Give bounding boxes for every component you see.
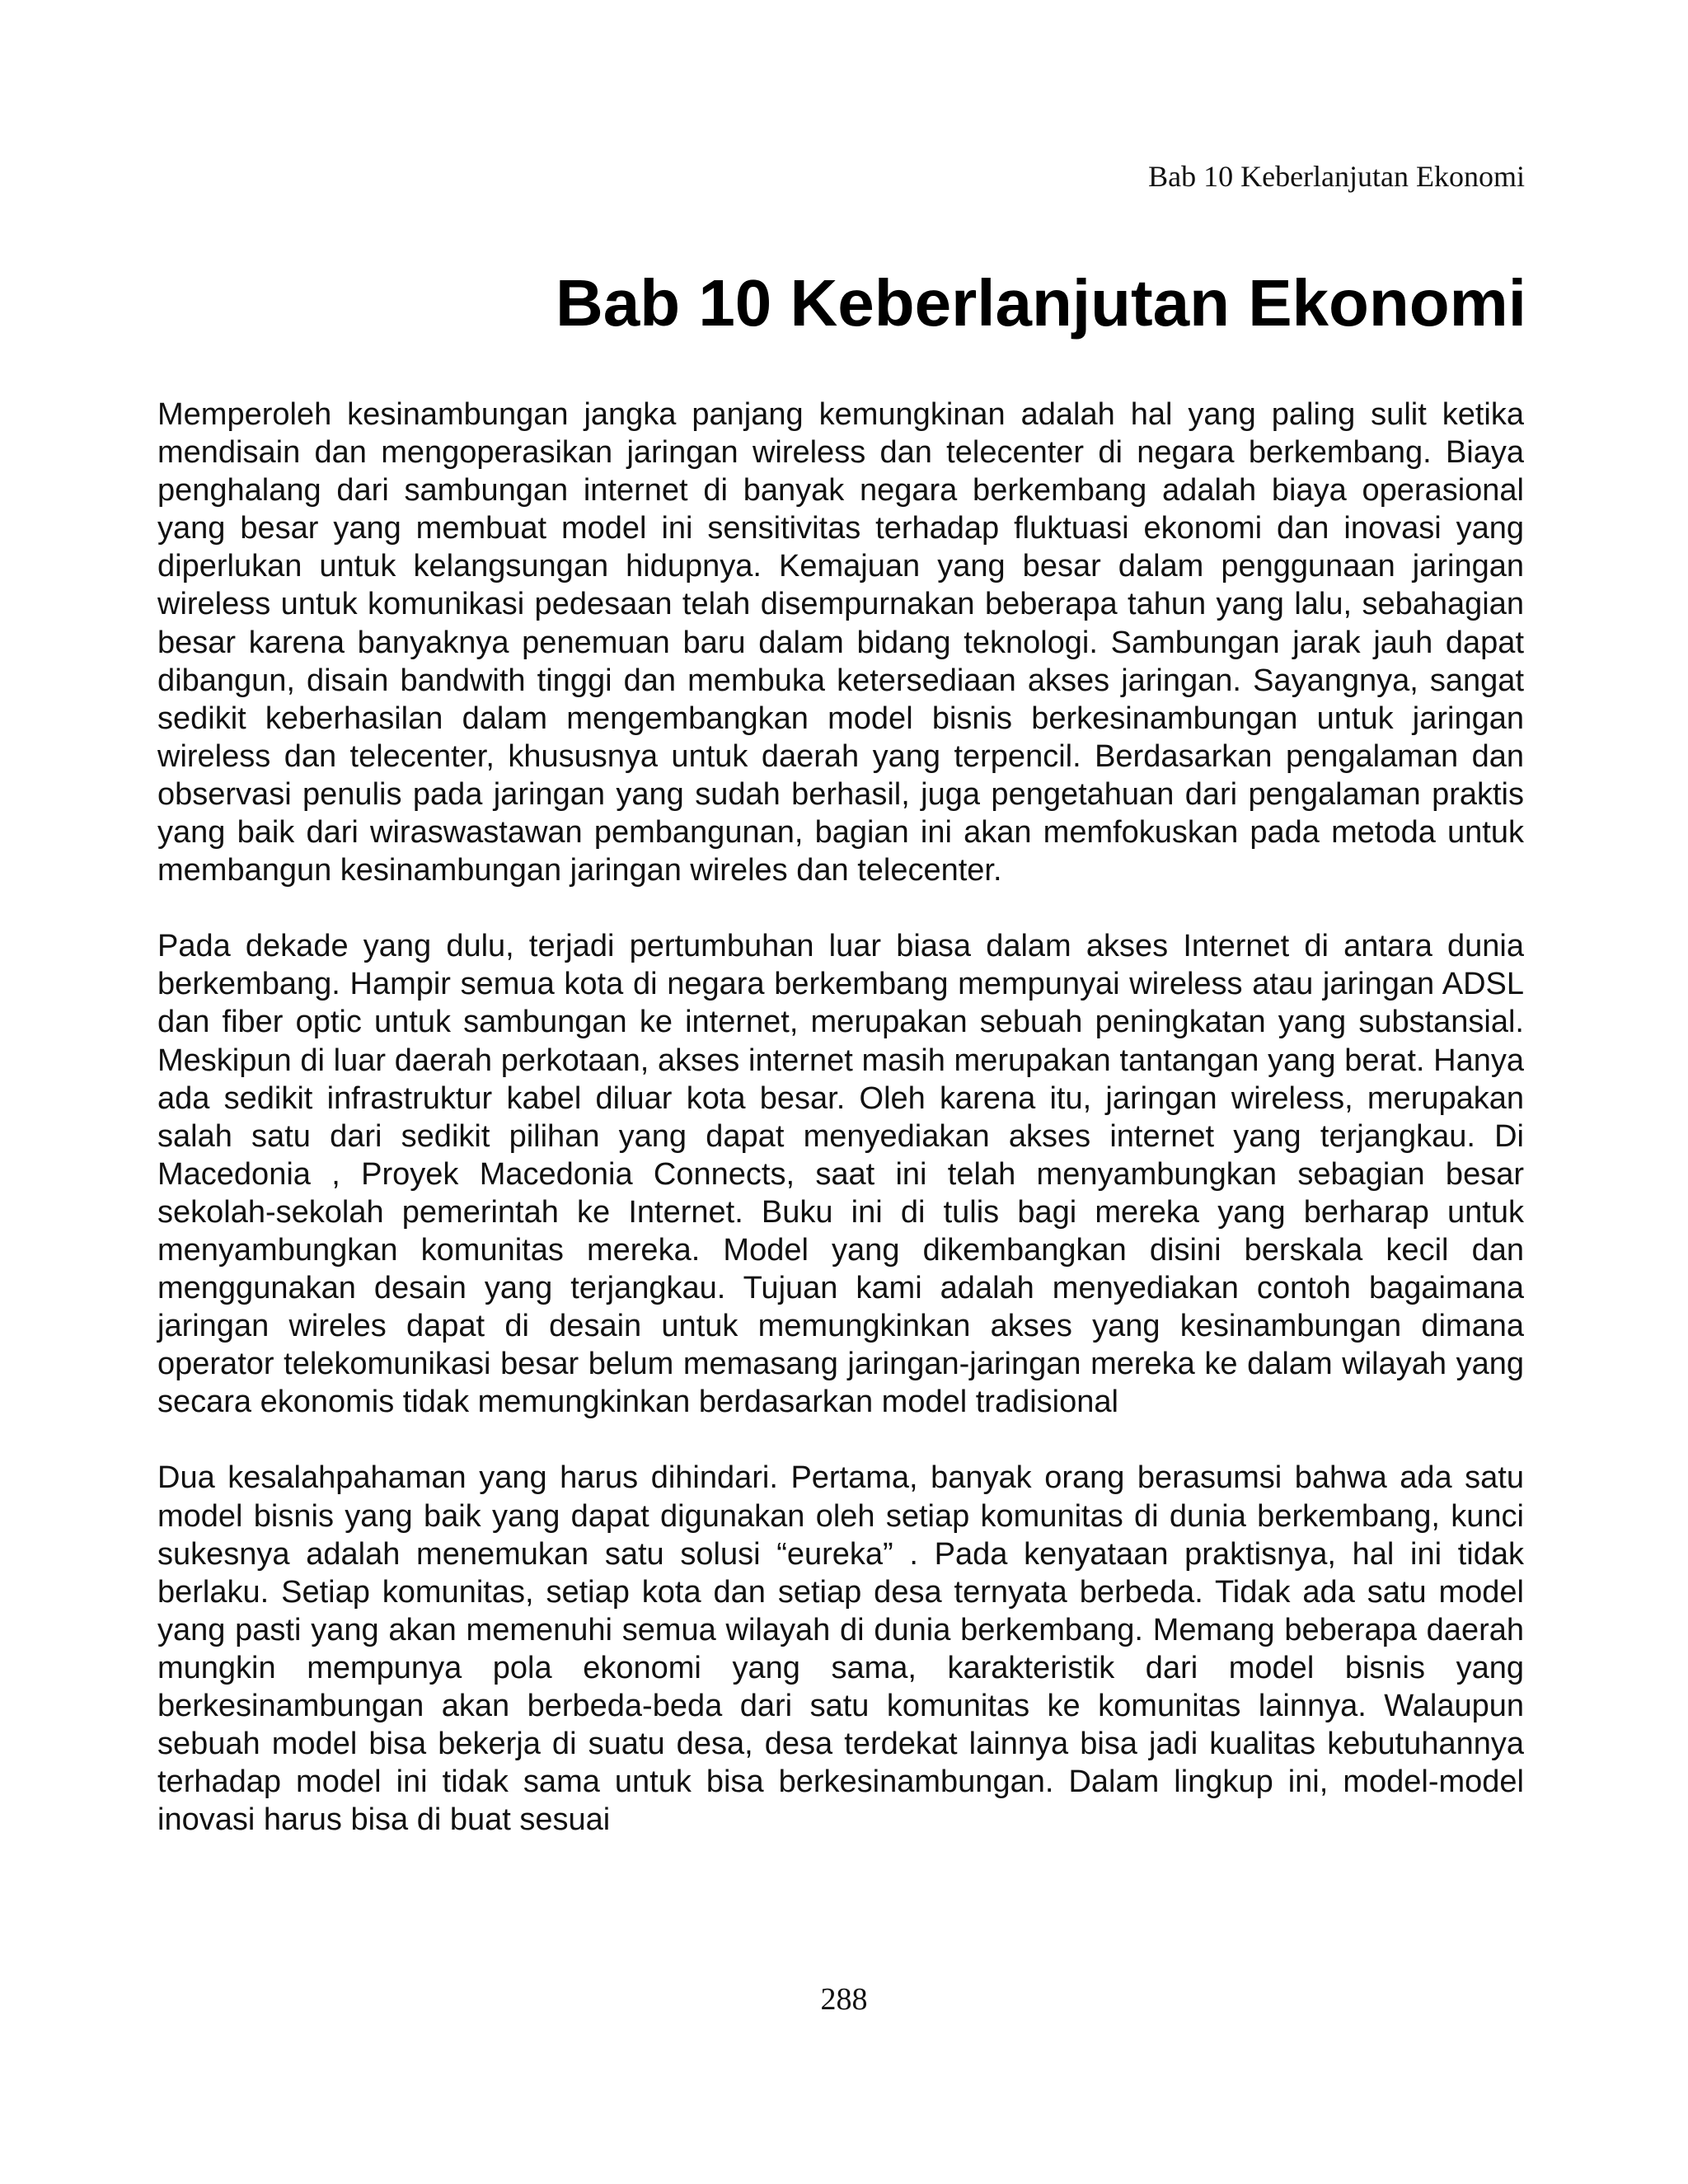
paragraph-intro: Memperoleh kesinambungan jangka panjang kemungkinan adalah hal yang paling sulit ketika mendisain dan mengoperasikan jaringan wireless dan telecenter di negara berkembang. Biaya penghalang dari sambungan internet di banyak negara berkembang adalah biaya operasional yang besar yang membuat model ini sensitivitas terhadap fluktuasi ekonomi dan inovasi yang diperlukan untuk kelangsungan hidupnya. Kemajuan yang besar dalam penggunaan jaringan wireless untuk komunikasi pedesaan telah disempurnakan beberapa tahun yang lalu, sebahagian besar karena banyaknya penemuan baru dalam bidang teknologi. Sambungan jarak jauh dapat dibangun, disain bandwith tinggi dan membuka ketersediaan akses jaringan. Sayangnya, sangat sedikit keberhasilan dalam mengembangkan model bisnis berkesinambungan untuk jaringan wireless dan telecenter, khususnya untuk daerah yang terpencil. Berdasarkan pengalaman dan observasi penulis pada jaringan yang sudah berhasil, juga pengetahuan dari pengalaman praktis yang baik dari wiraswastawan pembangunan, bagian ini akan memfokuskan pada metoda untuk membangun kesinambungan jaringan wireles dan telecenter.: [157, 397, 1524, 888]
running-header: Bab 10 Keberlanjutan Ekonomi: [1148, 160, 1525, 193]
paragraph-internet-growth: Pada dekade yang dulu, terjadi pertumbuhan luar biasa dalam akses Internet di antara dunia berkembang. Hampir semua kota di negara berkembang mempunyai wireless atau jaringan ADSL dan fiber optic untuk sambungan ke internet, merupakan sebuah peningkatan yang substansial. Meskipun di luar daerah perkotaan, akses internet masih merupakan tantangan yang berat. Hanya ada sedikit infrastruktur kabel diluar kota besar. Oleh karena itu, jaringan wireless, merupakan salah satu dari sedikit pilihan yang dapat menyediakan akses internet yang terjangkau. Di Macedonia , Proyek Macedonia Connects, saat ini telah menyambungkan sebagian besar sekolah-sekolah pemerintah ke Internet. Buku ini di tulis bagi mereka yang berharap untuk menyambungkan komunitas mereka. Model yang dikembangkan disini berskala kecil dan menggunakan desain yang terjangkau. Tujuan kami adalah menyediakan contoh bagaimana jaringan wireles dapat di desain untuk memungkinkan akses yang kesinambungan dimana operator telekomunikasi besar belum memasang jaringan-jaringan mereka ke dalam wilayah yang secara ekonomis tidak memungkinkan berdasarkan model tradisional: [157, 929, 1524, 1420]
body-text: [157, 396, 1524, 1877]
paragraph-misconceptions: Dua kesalahpahaman yang harus dihindari. Pertama, banyak orang berasumsi bahwa ada satu model bisnis yang baik yang dapat digunakan oleh setiap komunitas di dunia berkembang, kunci sukesnya adalah menemukan satu solusi “eureka” . Pada kenyataan praktisnya, hal ini tidak berlaku. Setiap komunitas, setiap kota dan setiap desa ternyata berbeda. Tidak ada satu model yang pasti yang akan memenuhi semua wilayah di dunia berkembang. Memang beberapa daerah mungkin mempunya pola ekonomi yang sama, karakteristik dari model bisnis yang berkesinambungan akan berbeda-beda dari satu komunitas ke komunitas lainnya. Walaupun sebuah model bisa bekerja di suatu desa, desa terdekat lainnya bisa jadi kualitas kebutuhannya terhadap model ini tidak sama untuk bisa berkesinambungan. Dalam lingkup ini, model-model inovasi harus bisa di buat sesuai: [157, 1460, 1524, 1838]
page-number: 288: [820, 1982, 868, 2017]
chapter-title: Bab 10 Keberlanjutan Ekonomi: [555, 266, 1526, 340]
